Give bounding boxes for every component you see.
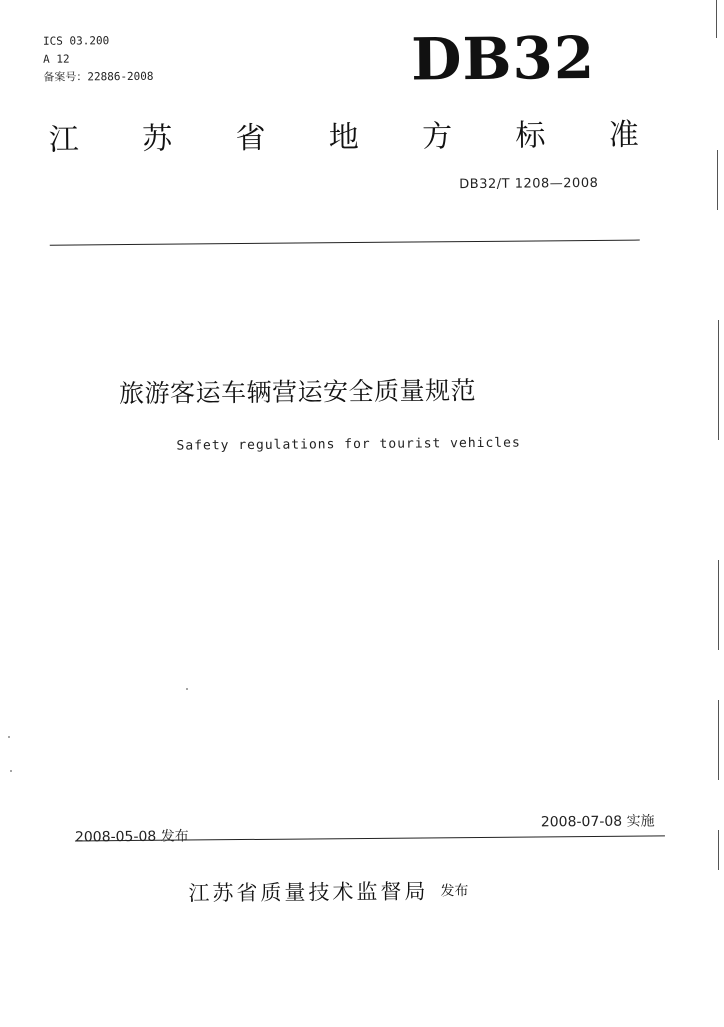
filing-number: 备案号：22886-2008 xyxy=(43,69,154,84)
issuer-suffix: 发布 xyxy=(440,883,469,900)
document-title-chinese: 旅游客运车辆营运安全质量规范 xyxy=(118,375,477,409)
scan-edge-mark xyxy=(718,830,719,870)
issue-date: 2008-05-08 发布 xyxy=(74,828,189,846)
scan-edge-mark xyxy=(718,320,719,440)
scan-speck xyxy=(186,688,188,690)
standard-type-char: 苏 xyxy=(142,121,173,157)
standard-mark: DB32 xyxy=(410,23,596,94)
scan-edge-mark xyxy=(718,700,719,780)
scan-edge-mark xyxy=(718,560,719,650)
standard-code: DB32/T 1208—2008 xyxy=(459,175,599,193)
scan-edge-mark xyxy=(716,0,717,38)
standard-type-char: 地 xyxy=(328,119,359,156)
standard-type-char: 方 xyxy=(421,119,453,155)
ics-code: ICS 03.200 xyxy=(42,34,110,48)
issuing-authority xyxy=(188,875,468,907)
ccs-code: A 12 xyxy=(43,52,70,66)
scan-edge-mark xyxy=(717,150,718,210)
standard-type-char: 省 xyxy=(235,120,266,157)
document-title-english: Safety regulations for tourist vehicles xyxy=(176,435,521,454)
classification-block xyxy=(43,32,154,87)
issuer-name: 江苏省质量技术监督局 xyxy=(188,879,429,906)
scan-speck xyxy=(8,736,10,738)
standard-type-char: 标 xyxy=(515,118,546,154)
standard-type-char: 江 xyxy=(48,122,79,158)
implementation-date: 2008-07-08 实施 xyxy=(540,813,655,831)
header-divider xyxy=(50,240,640,246)
standard-type-char: 准 xyxy=(608,117,639,153)
standard-type-heading xyxy=(49,116,639,161)
scan-speck xyxy=(10,770,12,772)
